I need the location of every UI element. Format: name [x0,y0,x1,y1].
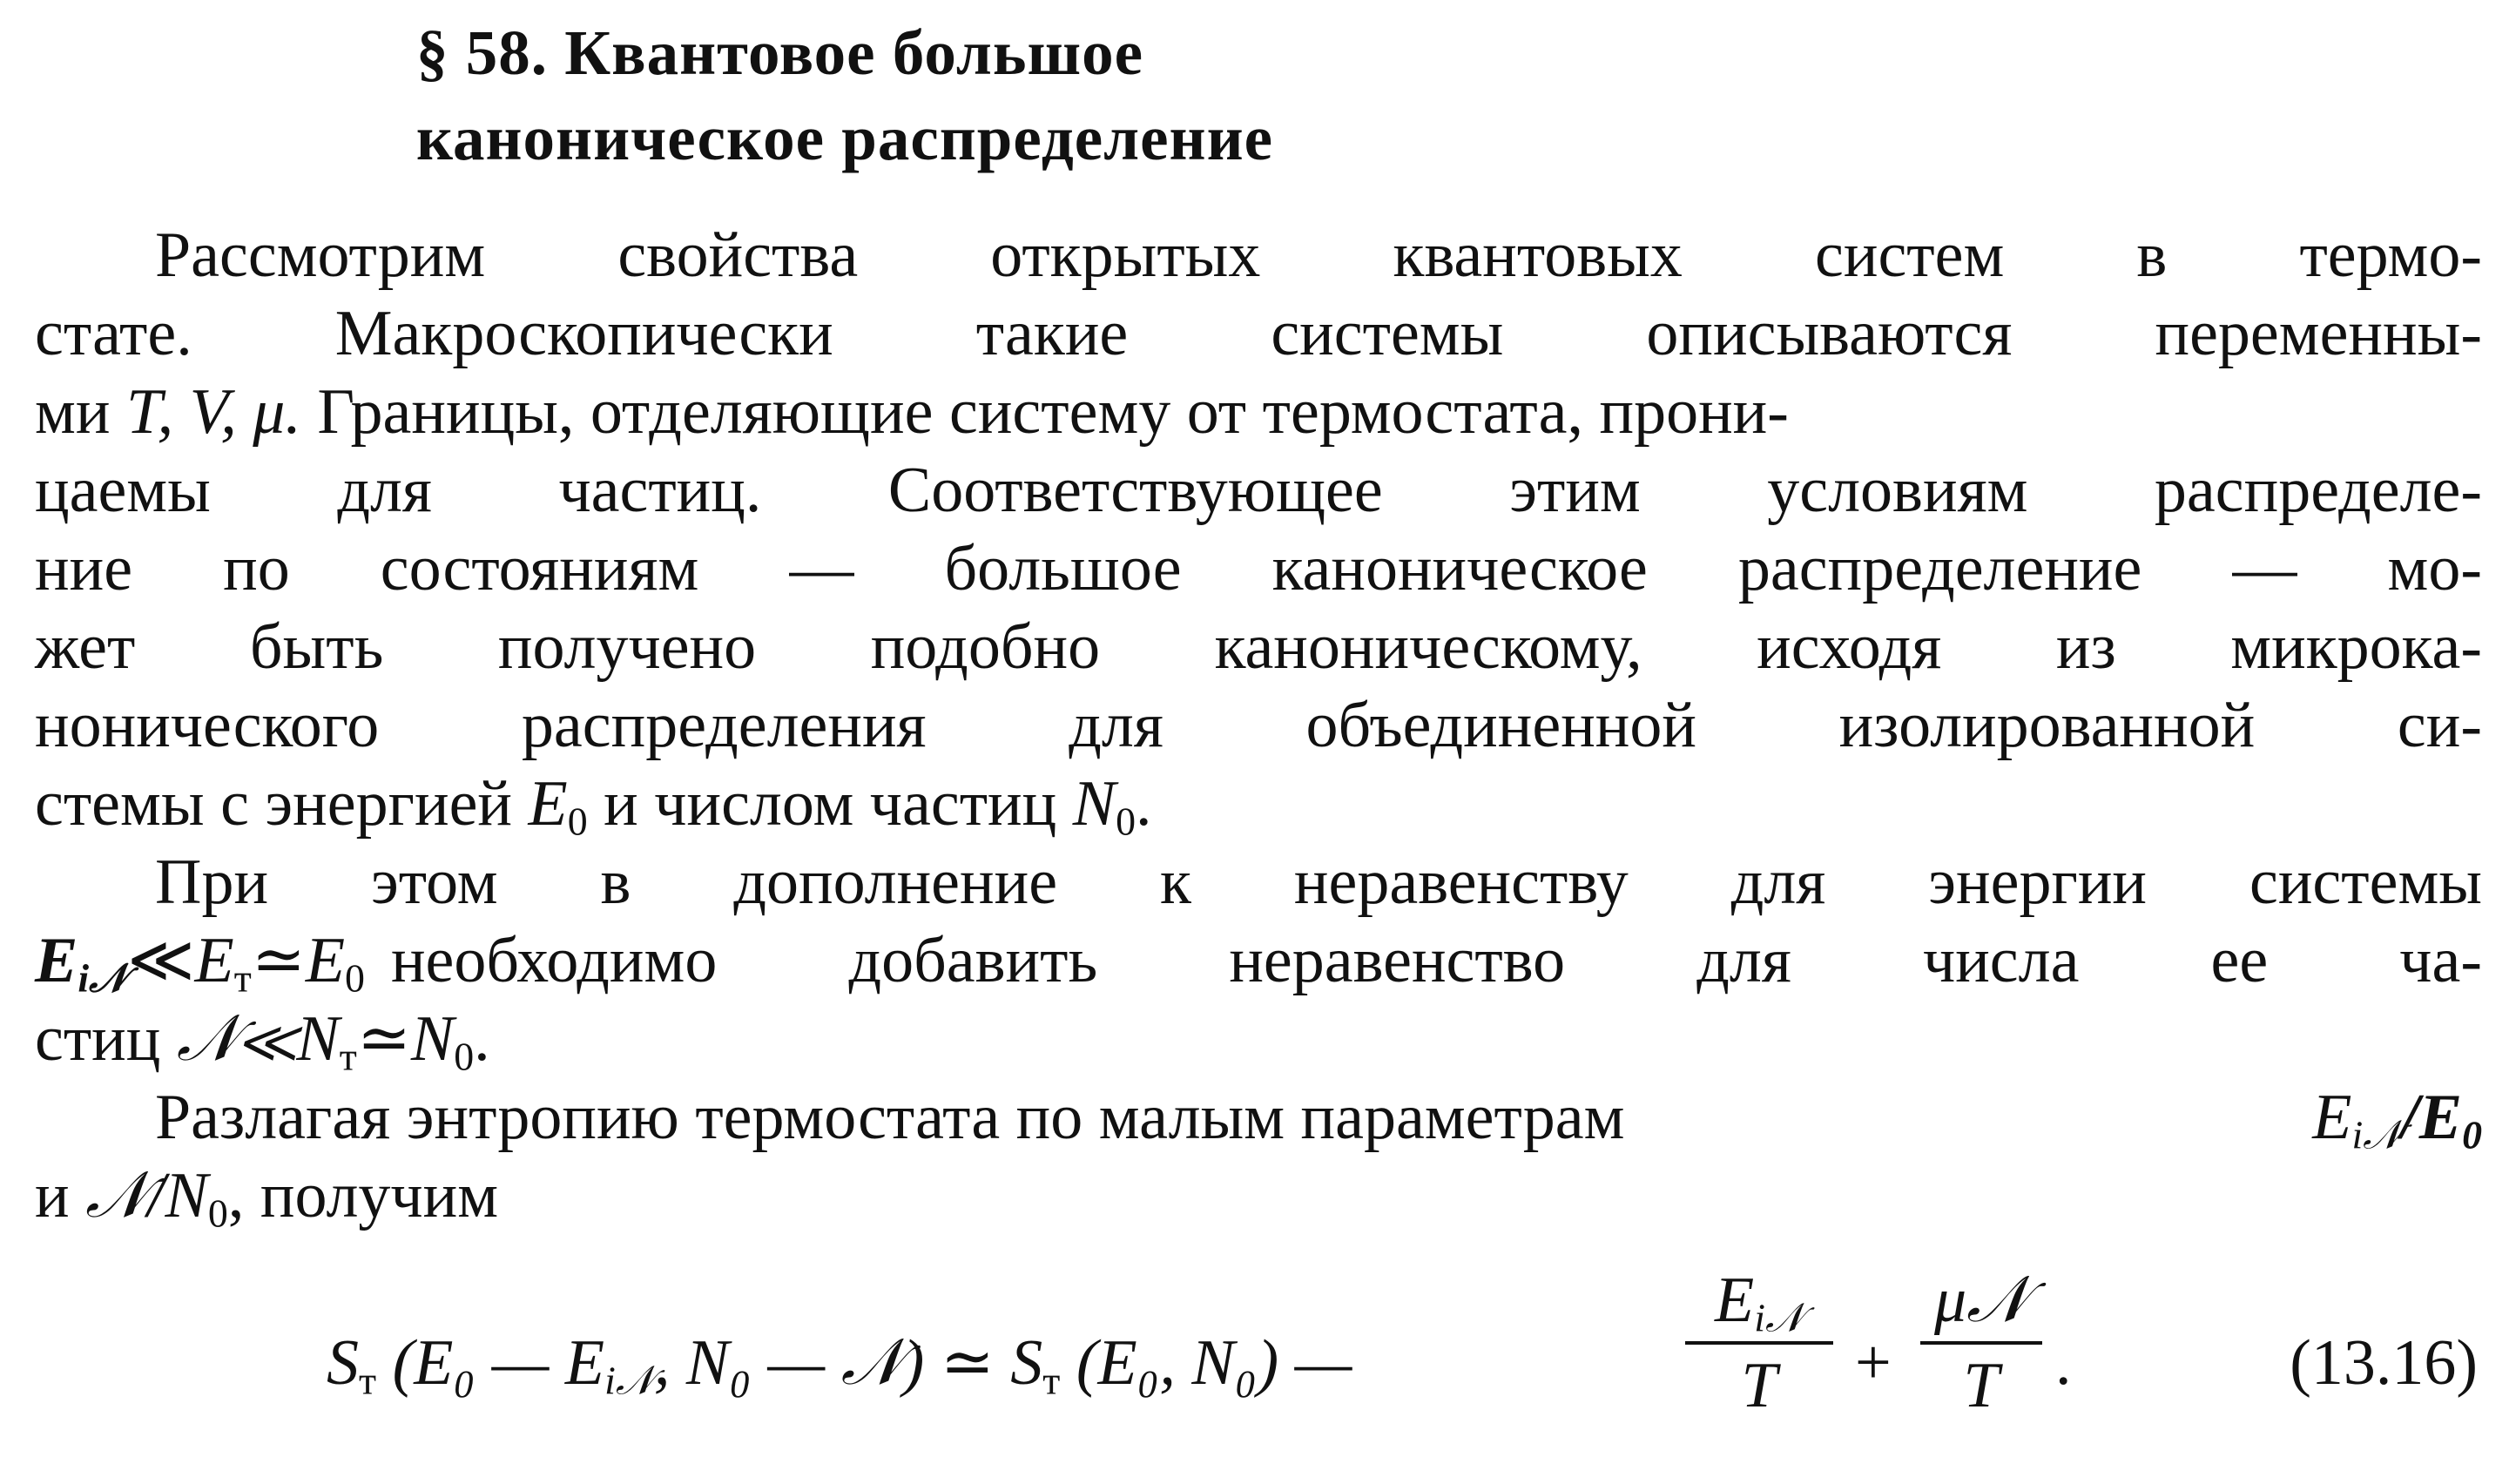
energy-subscript: 0 [567,799,588,844]
eq-rhs-args: (E₀, N₀) — [1076,1327,1352,1399]
p2-N0-approx: ≃N [356,1003,455,1075]
p2-N0-sub: 0 [454,1034,475,1079]
p3-N0-sub: 0 [207,1191,228,1236]
equation-lhs [327,1324,1352,1402]
p3-E-symbol: E [2312,1082,2352,1153]
p1-line-8-mid: и числом частиц [604,768,1057,840]
eq-lhs-args-2: , N₀ — 𝒩) ≃ S [653,1327,1043,1399]
heading-line-1: § 58. Квантовое большое [416,17,1143,88]
p2-E-sub: i𝒩 [78,955,128,1001]
heading-line-2: каноническое распределение [416,103,1274,173]
paragraph-2 [35,843,2482,1078]
eq-lhs-args-sub: i𝒩 [604,1358,654,1403]
p1-line-8-end: . [1136,768,1152,840]
p1-line-3-start: ми [35,376,111,448]
equation-number: (13.16) [2290,1327,2478,1399]
fraction-mu-N-over-T [1920,1263,2042,1423]
p1-line-7: нонического распределения для объединенной изолированной си- [35,690,2482,761]
eq-entropy-symbol: S [327,1327,359,1399]
p2-approx: ≃ [251,925,306,996]
p1-line-4: цаемы для частиц. Соответствующее этим условиям распределе- [35,455,2482,526]
p1-line-1: Рассмотрим свойства открытых квантовых систем в термо- [155,219,2482,291]
p1-line-6: жет быть получено подобно каноническому, исходя из микрока- [35,611,2482,683]
frac1-denominator: T [1741,1350,1777,1421]
p2-inequality [35,921,365,1000]
frac2-numerator: μ𝒩 [1933,1265,2029,1336]
p2-E-symbol: E [35,925,78,996]
p2-Et-symbol: E [194,925,234,996]
p2-line-2 [35,921,2482,1000]
p3-E-sub: i𝒩 [2351,1112,2402,1157]
paragraph-3 [35,1078,2482,1235]
p2-Et-sub: т [233,955,252,1001]
frac1-bar [1685,1341,1833,1345]
p3-E0-sub: 0 [2462,1112,2482,1157]
eq-rhs-entropy-sub: т [1042,1358,1061,1403]
p1-line-3-rest: Границы, отделяющие систему от термостата, прони- [317,376,1789,448]
p2-E0-symbol: E [305,925,346,996]
frac1-num-symbol: E [1715,1265,1755,1336]
frac2-denominator: T [1963,1350,2000,1421]
fraction-energy-over-T [1685,1263,1833,1423]
eq-lhs-args: (E₀ — E [392,1327,605,1399]
eq-plus: + [1855,1327,1892,1399]
p2-much-less: ≪ [127,925,195,996]
p1-line-2: стате. Макроскопически такие системы описываются переменны- [35,298,2482,369]
equation-13-16 [327,1263,2478,1454]
frac1-num-sub: i𝒩 [1754,1295,1804,1340]
p1-line-5: ние по состояниям — большое каноническое распределение — мо- [35,533,2482,604]
frac1-numerator [1685,1263,1833,1338]
p3-N-ratio: 𝒩/N [85,1160,208,1231]
frac2-bar [1920,1341,2042,1345]
p2-line-3-end: . [474,1003,490,1075]
p2-Nt-sub: т [339,1034,357,1079]
p3-line-2 [35,1157,2482,1235]
eq-dot: . [2055,1327,2072,1399]
p2-N-inequality: 𝒩≪N [176,1003,340,1075]
p3-slash-E: /E [2401,1082,2463,1153]
paragraph-1 [35,216,2482,843]
section-heading [416,10,1273,181]
p1-line-8-start: стемы с энергией [35,768,513,840]
p2-line-2-rest: необходимо добавить неравенство для числа ее ча- [390,925,2482,996]
p2-line-1: При этом в дополнение к неравенству для энергии системы [155,847,2482,918]
p3-line-2-start: и [35,1160,70,1231]
p3-line-2-rest: , получим [227,1160,499,1231]
eq-entropy-sub: т [359,1358,377,1403]
p1-line-8 [35,765,2482,843]
p1-line-3 [35,373,2482,451]
p1-variables: T, V, μ. [125,376,301,448]
p2-line-3-start: стиц [35,1003,161,1075]
p3-line-1 [35,1078,2482,1157]
p2-E0-sub: 0 [345,955,365,1001]
particles-symbol: N [1072,768,1116,840]
particles-subscript: 0 [1116,799,1136,844]
p3-line-1-text: Разлагая энтропию термостата по малым параметрам [155,1082,1625,1153]
p2-line-3 [35,1000,2482,1078]
energy-symbol: E [528,768,568,840]
p3-ratio-formula [2312,1078,2482,1157]
